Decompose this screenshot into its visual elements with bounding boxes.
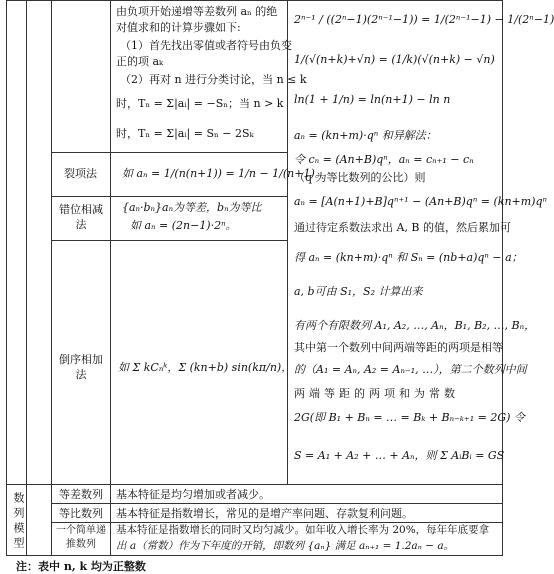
model-text-recur-2: 出 a（常数）作为下年度的开销，即数列 {aₙ} 满足 aₙ₊₁ = 1.2aₙ − a。 — [116, 540, 455, 552]
method-label-liexiang: 裂项法 — [64, 167, 97, 180]
model-label-geo: 等比数列 — [59, 507, 103, 520]
method-table — [6, 0, 554, 556]
cuowei-right-2: 通过待定系数法求出 A, B 的值，然后累加可 — [294, 221, 512, 234]
liexiang-right-1: 令 cₙ = (An+B)qⁿ，aₙ = cₙ₊₁ − cₙ — [294, 153, 474, 166]
model-text-arith: 基本特征是均匀增加或者减少。 — [116, 488, 270, 501]
method-label-daoxu: 倒序相加法 — [59, 353, 103, 381]
step-line: 对值求和的计算步骤如下: — [116, 21, 241, 34]
cuowei-line-1: {aₙ·bₙ}aₙ为等差，bₙ为等比 — [122, 201, 262, 214]
step-line: 由负项开始递增等差数列 aₙ 的绝 — [116, 5, 278, 18]
step-line: （1）首先找出零值或者符号由负变 — [120, 39, 292, 52]
daoxu-formula: 如 Σ kCₙᵏ，Σ (kn+b) sin(kπ/n)， — [118, 361, 293, 374]
model-label-recur: 一个简单递推数列 — [56, 525, 106, 550]
table-footnote: 注：表中 n, k 均为正整数 — [16, 560, 146, 573]
cuowei-right-1: aₙ = [A(n+1)+B]qⁿ⁺¹ − (An+B)qⁿ = (kn+m)qⁿ — [294, 195, 547, 208]
cuowei-line-2: 如 aₙ = (2n−1)·2ⁿ。 — [130, 219, 237, 232]
formula-2: 1/(√(n+k)+√n) = (1/k)(√(n+k) − √n) — [294, 53, 495, 66]
step-line: （2）再对 n 进行分类讨论，当 n ≤ k — [120, 73, 307, 86]
daoxu-right-6: S = A₁ + A₂ + … + Aₙ，则 Σ AᵢBᵢ = GS — [294, 449, 505, 462]
cuowei-right-4: a, b可由 S₁，S₂ 计算出来 — [294, 285, 423, 298]
daoxu-right-2: 其中第一个数列中间两端等距的两项是相等 — [294, 341, 503, 354]
model-text-geo: 基本特征是指数增长，常见的是增产率问题、存款复利问题。 — [116, 507, 413, 520]
liexiang-formula: 如 aₙ = 1/(n(n+1)) = 1/n − 1/(n+1)。 — [122, 167, 326, 180]
model-group-label: 数列模型 — [12, 492, 25, 552]
step-line: 时，Tₙ = Σ|aᵢ| = −Sₙ；当 n > k — [116, 97, 284, 110]
daoxu-right-4: 两端等距的两项和为常数 — [294, 387, 459, 400]
method-label-cuowei: 错位相减法 — [59, 203, 103, 231]
model-label-arith: 等差数列 — [59, 488, 103, 501]
step-line: 正的项 aₖ — [116, 55, 164, 68]
liexiang-right-2: （q 为等比数列的公比）则 — [294, 171, 426, 184]
daoxu-right-1: 有两个有限数列 A₁, A₂, …, Aₙ，B₁, B₂, …, Bₙ， — [294, 319, 536, 332]
daoxu-right-5: 2G(即 B₁ + Bₙ = … = Bₖ + Bₙ₋ₖ₊₁ = 2G) 令 — [294, 411, 525, 424]
formula-1: 2ⁿ⁻¹ / ((2ⁿ−1)(2ⁿ⁻¹−1)) = 1/(2ⁿ⁻¹−1) − 1/(2ⁿ−1) — [294, 13, 554, 26]
step-line: 时，Tₙ = Σ|aᵢ| = Sₙ − 2Sₖ — [116, 127, 254, 140]
model-text-recur-1: 基本特征是指数增长的同时又均匀减少。如年收入增长率为 20%，每年年底要拿 — [116, 524, 490, 536]
formula-3: ln(1 + 1/n) = ln(n+1) − ln n — [294, 93, 451, 106]
daoxu-right-3: 的（A₁ = Aₙ, A₂ = Aₙ₋₁, …），第二个数列中间 — [294, 363, 527, 376]
formula-4: aₙ = (kn+m)·qⁿ 和异解法： — [294, 129, 437, 142]
cuowei-right-3: 得 aₙ = (kn+m)·qⁿ 和 Sₙ = (nb+a)qⁿ − a； — [294, 251, 523, 264]
